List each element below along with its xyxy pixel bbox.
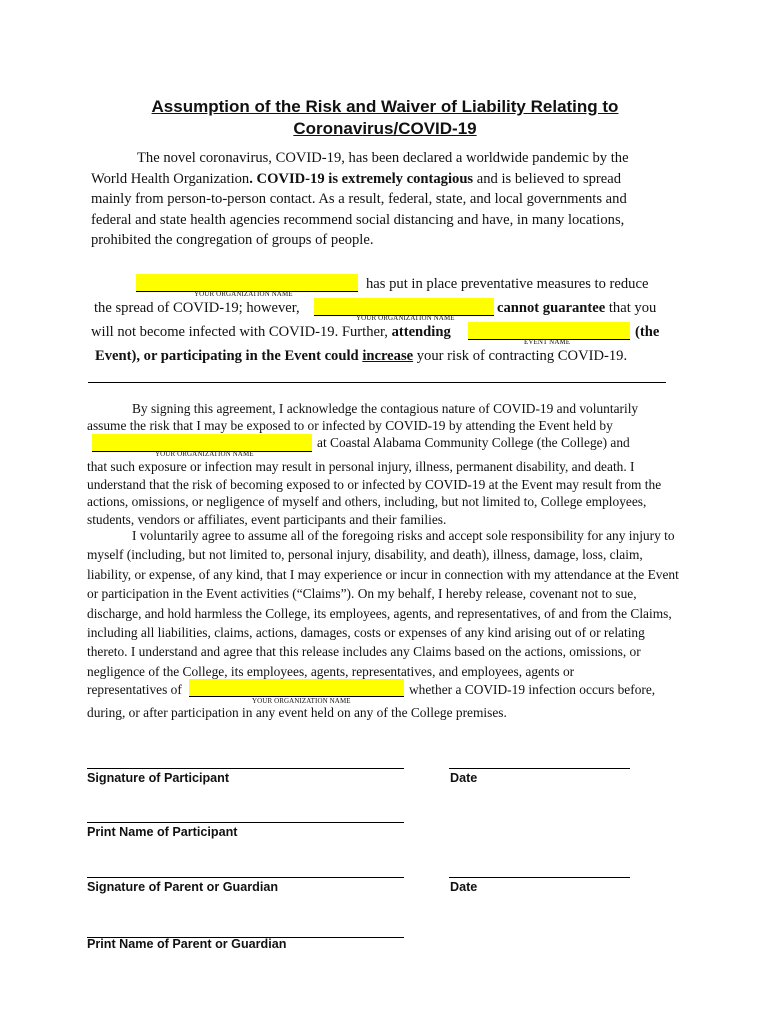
intro-text-rest: and is believed to spread mainly from person-to-person contact. As a result, federal, state, and local governments and federal and state health agencies recommend social distancing and have, in many locations, prohibited the congregation of groups of people. (91, 170, 627, 248)
guardian-date-label: Date (450, 880, 478, 894)
increase-text: increase (362, 348, 414, 364)
para2-line-3-text: will not become infected with COVID-19. Further, (91, 324, 388, 340)
para2-line-3-start (91, 324, 451, 341)
participant-signature-label: Signature of Participant (87, 771, 230, 785)
participant-signature-line[interactable] (87, 768, 404, 769)
intro-text: The novel coronavirus, COVID-19, has been declared a worldwide pandemic by the World Health Organization (91, 150, 629, 187)
para2-line-4-tail: your risk of contracting COVID-19. (413, 348, 628, 364)
para2-line-4-bold: Event), or participating in the Event could (95, 348, 359, 364)
participant-date-label: Date (450, 771, 478, 785)
para3-line-3: at Coastal Alabama Community College (the College) and (317, 435, 630, 450)
para2-line-1: has put in place preventative measures to reduce (366, 276, 649, 292)
para2-line-4 (95, 348, 627, 365)
section-divider (88, 382, 666, 383)
participant-date-line[interactable] (449, 768, 630, 769)
para3-line-1: By signing this agreement, I acknowledge the contagious nature of COVID-19 and voluntarily (132, 401, 639, 416)
para2-line-2-tail: that you (605, 300, 657, 316)
event-name-label: EVENT NAME (524, 338, 571, 346)
para3-line-2: assume the risk that I may be exposed to or infected by COVID-19 by attending the Event held by (87, 418, 613, 433)
para2-line-2-end (497, 300, 656, 317)
participant-print-name-label: Print Name of Participant (87, 825, 238, 839)
organization-name-label-2: YOUR ORGANIZATION NAME (356, 314, 455, 322)
guardian-date-line[interactable] (449, 877, 630, 878)
document-title-line-1: Assumption of the Risk and Waiver of Liability Relating to (151, 97, 619, 116)
para4-last-line-end: whether a COVID-19 infection occurs before, (409, 682, 656, 697)
guardian-print-name-label: Print Name of Parent or Guardian (87, 937, 287, 951)
participant-print-name-line[interactable] (87, 822, 404, 823)
organization-name-field-4[interactable] (189, 679, 404, 697)
organization-name-label-1: YOUR ORGANIZATION NAME (194, 290, 293, 298)
document-title-line-2: Coronavirus/COVID-19 (293, 119, 477, 138)
organization-name-label-3: YOUR ORGANIZATION NAME (155, 450, 254, 458)
guardian-signature-line[interactable] (87, 877, 404, 878)
release-paragraph: I voluntarily agree to assume all of the foregoing risks and accept sole responsibility for any injury to myself (including, but not limited to, personal injury, disability, and death), illness, damage, loss, claim, liability, or expense, of any kind, that I may experience or incur in connection with my attendance at the Event or participation in the Event activities (“Claims”). On my behalf, I hereby release, covenant not to sue, discharge, and hold harmless the College, its employees, agents, and representatives, of and from the Claims, including all liabilities, claims, actions, damages, costs or expenses of any kind arising out of or relating thereto. I understand and agree that this release includes any Claims based on the actions, omissions, or negligence of the College, its employees, agents, representatives, and employees, agents or (87, 528, 679, 679)
organization-name-label-4: YOUR ORGANIZATION NAME (252, 697, 351, 705)
intro-paragraph (91, 148, 651, 251)
cannot-guarantee-text: cannot guarantee (497, 300, 606, 316)
para3-rest: that such exposure or infection may result in personal injury, illness, permanent disability, and death. I understand that the risk of becoming exposed to or infected by COVID-19 at the Event may result from the actions, omissions, or negligence of myself and others, including, but not limited to, College employees, students, vendors or affiliates, event participants and their families. (87, 459, 662, 527)
para2-line-3-end: (the (635, 324, 660, 340)
attending-text: attending (391, 324, 451, 340)
intro-bold-text: . COVID-19 is extremely contagious (249, 170, 474, 187)
guardian-signature-label: Signature of Parent or Guardian (87, 880, 279, 894)
para4-last-line-start: representatives of (87, 682, 182, 697)
para4-final-line: during, or after participation in any event held on any of the College premises. (87, 705, 507, 720)
para2-line-2-start: the spread of COVID-19; however, (94, 300, 300, 316)
